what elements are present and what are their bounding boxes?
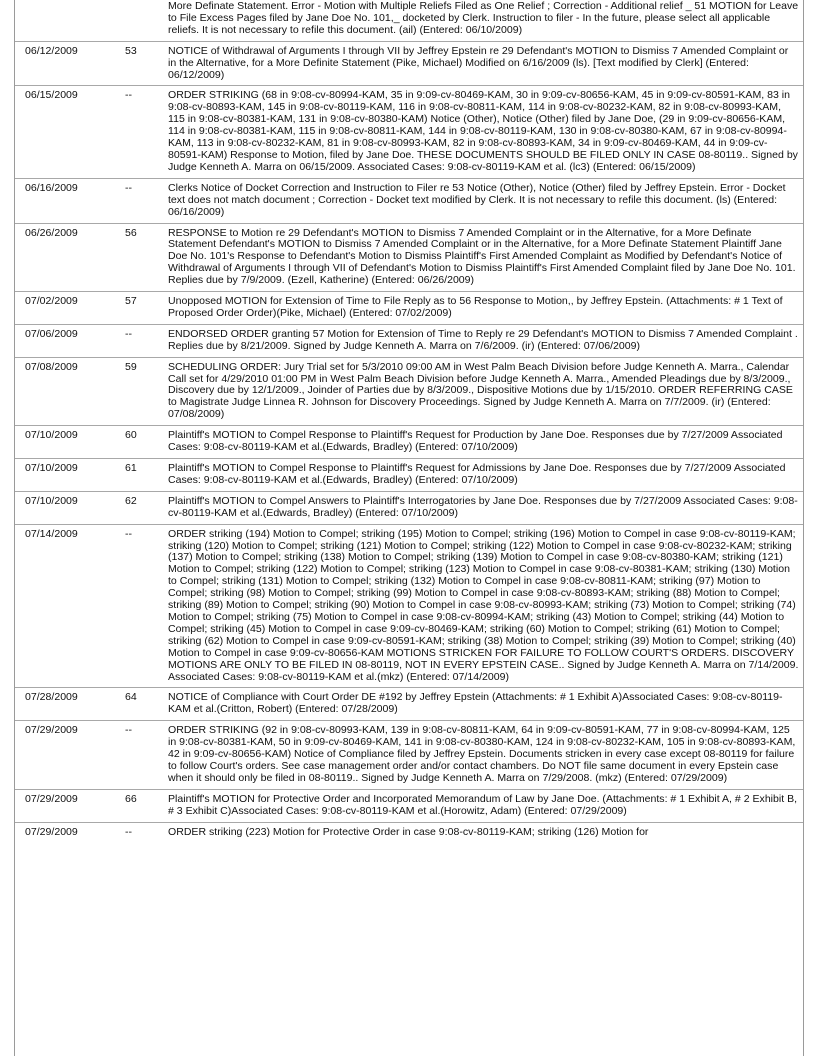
entry-date: 07/14/2009 <box>15 524 125 688</box>
entry-number: -- <box>125 524 168 688</box>
entry-number: 56 <box>125 223 168 292</box>
entry-date: 07/08/2009 <box>15 357 125 426</box>
docket-entry-row <box>15 721 803 790</box>
entry-number: 60 <box>125 426 168 459</box>
entry-number: 59 <box>125 357 168 426</box>
docket-entry-row <box>15 86 803 178</box>
docket-page <box>14 0 804 1056</box>
docket-entry-row <box>15 357 803 426</box>
entry-text: ORDER striking (223) Motion for Protective Order in case 9:08-cv-80119-KAM; striking (126) Motion for <box>168 825 649 838</box>
entry-date: 07/28/2009 <box>15 688 125 721</box>
entry-number: 61 <box>125 459 168 492</box>
entry-date: 07/29/2009 <box>25 825 78 838</box>
entry-text: Plaintiff's MOTION for Protective Order and Incorporated Memorandum of Law by Jane Doe. (Attachments: # 1 Exhibit A, # 2 Exhibit B, # 3 Exhibit C)Associated Cases: 9:08-cv-80119-KAM et al.(Horowitz, Adam) (Entered: 07/29/2009) <box>168 789 803 822</box>
entry-date: 06/26/2009 <box>15 223 125 292</box>
entry-text: ENDORSED ORDER granting 57 Motion for Extension of Time to Reply re 29 Defendant's MOTION to Dismiss 7 Amended Complaint . Replies due by 8/21/2009. Signed by Judge Kenneth A. Marra on 7/6/2009. (ir) (Entered: 07/06/2009) <box>168 324 803 357</box>
entry-text: Plaintiff's MOTION to Compel Answers to Plaintiff's Interrogatories by Jane Doe. Responses due by 7/27/2009 Associated Cases: 9:08-cv-80119-KAM et al.(Edwards, Bradley) (Entered: 07/10/2009) <box>168 491 803 524</box>
entry-number: 62 <box>125 491 168 524</box>
docket-entry-row <box>15 0 803 41</box>
entry-text: ORDER STRIKING (92 in 9:08-cv-80993-KAM, 139 in 9:08-cv-80811-KAM, 64 in 9:09-cv-80591-KAM, 77 in 9:08-cv-80994-KAM, 125 in 9:08-cv-80381-KAM, 50 in 9:09-cv-80469-KAM, 141 in 9:08-cv-80380-KAM, 124 in 9:08-cv-80232-KAM, 105 in 9:08-cv-80893-KAM, 42 in 9:09-cv-80656-KAM) Notice of Compliance filed by Jeffrey Epstein. Documents stricken in every case except 08-80119 for failure to follow Court's orders. See case management order and/or contact chambers. Do NOT file same document in every Epstein case when it should only be filed in 08-80119.. Signed by Judge Kenneth A. Marra on 7/29/2008. (mkz) (Entered: 07/29/2009) <box>168 721 803 790</box>
entry-text: SCHEDULING ORDER: Jury Trial set for 5/3/2010 09:00 AM in West Palm Beach Division before Judge Kenneth A. Marra., Calendar Call set for 4/29/2010 01:00 PM in West Palm Beach Division before Judge Kenneth A. Marra., Amended Pleadings due by 8/3/2009., Discovery due by 12/1/2009., Joinder of Parties due by 8/3/2009., Dispositive Motions due by 1/15/2010. ORDER REFERRING CASE to Magistrate Judge Linnea R. Johnson for Discovery Proceedings. Signed by Judge Kenneth A. Marra on 7/7/2009. (ir) (Entered: 07/08/2009) <box>168 357 803 426</box>
entry-text: ORDER striking (194) Motion to Compel; striking (195) Motion to Compel; striking (196) Motion to Compel in case 9:08-cv-80119-KAM; striking (120) Motion to Compel; striking (121) Motion to Compel; striking (122) Motion to Compel in case 9:08-cv-80232-KAM; striking (137) Motion to Compel; striking (138) Motion to Compel; striking (139) Motion to Compel in case 9:08-cv-80380-KAM; striking (121) Motion to Compel; striking (122) Motion to Compel; striking (123) Motion to Compel in case 9:08-cv-80381-KAM; striking (130) Motion to Compel; striking (131) Motion to Compel; striking (132) Motion to Compel in case 9:08-cv-80811-KAM; striking (97) Motion to Compel; striking (98) Motion to Compel; striking (99) Motion to Compel in case 9:08-cv-80893-KAM; striking (88) Motion to Compel; striking (89) Motion to Compel; striking (90) Motion to Compel in case 9:08-cv-80993-KAM; striking (73) Motion to Compel; striking (74) Motion to Compel; striking (75) Motion to Compel in case 9:08-cv-80994-KAM; striking (43) Motion to Compel; striking (44) Motion to Compel; striking (45) Motion to Compel in case 9:09-cv-80469-KAM; striking (60) Motion to Compel; striking (61) Motion to Compel; striking (62) Motion to Compel in case 9:09-cv-80591-KAM; striking (38) Motion to Compel; striking (39) Motion to Compel; striking (40) Motion to Compel in case 9:09-cv-80656-KAM MOTIONS STRICKEN FOR FAILURE TO FOLLOW COURT'S ORDERS. DISCOVERY MOTIONS ARE ONLY TO BE FILED IN 08-80119, NOT IN EVERY EPSTEIN CASE.. Signed by Judge Kenneth A. Marra on 7/14/2009. Associated Cases: 9:08-cv-80119-KAM et al.(mkz) (Entered: 07/14/2009) <box>168 524 803 688</box>
docket-entry-row <box>15 324 803 357</box>
docket-entry-row <box>15 178 803 223</box>
entry-date: 07/02/2009 <box>15 292 125 325</box>
entry-text: Unopposed MOTION for Extension of Time to File Reply as to 56 Response to Motion,, by Jeffrey Epstein. (Attachments: # 1 Text of Proposed Order Order)(Pike, Michael) (Entered: 07/02/2009) <box>168 292 803 325</box>
entry-number: -- <box>125 178 168 223</box>
entry-date: 06/15/2009 <box>15 86 125 178</box>
entry-text: Clerks Notice of Docket Correction and Instruction to Filer re 53 Notice (Other), Notice (Other) filed by Jeffrey Epstein. Error - Docket text does not match document ; Correction - Docket text modified by Clerk. It is not necessary to refile this document. (ls) (Entered: 06/16/2009) <box>168 178 803 223</box>
docket-entry-row <box>15 459 803 492</box>
entry-text: More Definate Statement. Error - Motion with Multiple Reliefs Filed as One Relief ; Correction - Additional relief _ 51 MOTION for Leave to File Excess Pages filed by Jane Doe No. 101,_ docketed by Clerk. Instruction to filer - In the future, please select all applicable reliefs. It is not necessary to refile this document. (ail) (Entered: 06/10/2009) <box>168 0 803 41</box>
entry-number: -- <box>125 721 168 790</box>
docket-entry-row <box>15 789 803 822</box>
entry-date: 07/29/2009 <box>15 721 125 790</box>
entry-text: ORDER STRIKING (68 in 9:08-cv-80994-KAM, 35 in 9:09-cv-80469-KAM, 30 in 9:09-cv-80656-KAM, 45 in 9:09-cv-80591-KAM, 83 in 9:08-cv-80893-KAM, 145 in 9:08-cv-80119-KAM, 116 in 9:08-cv-80811-KAM, 114 in 9:08-cv-80232-KAM, 82 in 9:08-cv-80993-KAM, 115 in 9:08-cv-80381-KAM, 131 in 9:08-cv-80380-KAM) Notice (Other), Notice (Other) filed by Jane Doe, (29 in 9:09-cv-80656-KAM, 114 in 9:08-cv-80381-KAM, 115 in 9:08-cv-80811-KAM, 144 in 9:08-cv-80119-KAM, 130 in 9:08-cv-80380-KAM, 67 in 9:08-cv-80994-KAM, 113 in 9:08-cv-80232-KAM, 81 in 9:08-cv-80993-KAM, 82 in 9:08-cv-80893-KAM, 34 in 9:09-cv-80469-KAM, 44 in 9:09-cv-80591-KAM) Response to Motion, filed by Jane Doe. THESE DOCUMENTS SHOULD BE FILED ONLY IN CASE 08-80119.. Signed by Judge Kenneth A. Marra on 06/15/2009. Associated Cases: 9:08-cv-80119-KAM et al. (lc3) (Entered: 06/15/2009) <box>168 86 803 178</box>
entry-date: 07/10/2009 <box>15 459 125 492</box>
docket-entry-row <box>15 292 803 325</box>
entry-date: 07/29/2009 <box>15 789 125 822</box>
entry-date: 06/12/2009 <box>15 41 125 86</box>
entry-date: 07/10/2009 <box>15 491 125 524</box>
entry-text: RESPONSE to Motion re 29 Defendant's MOTION to Dismiss 7 Amended Complaint or in the Alternative, for a More Definate Statement Defendant's MOTION to Dismiss 7 Amended Complaint or in the Alternative, for a More Definate Statement Plaintiff Jane Doe No. 101's Response to Defendant's Motion to Dismiss Plaintiff's First Amended Complaint as Modified by Defendant's Notice of Withdrawal of Arguments I through VII of Defendant's Motion to Dismiss Plaintiff's First Amended Complaint filed by Jane Doe No. 101. Replies due by 7/9/2009. (Ezell, Katherine) (Entered: 06/26/2009) <box>168 223 803 292</box>
docket-entry-row <box>15 41 803 86</box>
docket-entry-row <box>15 822 803 842</box>
entry-number: 64 <box>125 688 168 721</box>
docket-table <box>15 0 803 842</box>
entry-text: NOTICE of Compliance with Court Order DE #192 by Jeffrey Epstein (Attachments: # 1 Exhibit A)Associated Cases: 9:08-cv-80119-KAM et al.(Critton, Robert) (Entered: 07/28/2009) <box>168 688 803 721</box>
entry-text: NOTICE of Withdrawal of Arguments I through VII by Jeffrey Epstein re 29 Defendant's MOTION to Dismiss 7 Amended Complaint or in the Alternative, for a More Definite Statement (Pike, Michael) Modified on 6/16/2009 (ls). [Text modified by Clerk] (Entered: 06/12/2009) <box>168 41 803 86</box>
entry-number: -- <box>125 86 168 178</box>
entry-number: 66 <box>125 789 168 822</box>
entry-date: 07/10/2009 <box>15 426 125 459</box>
entry-number <box>125 0 168 41</box>
entry-date <box>15 0 125 41</box>
docket-entry-row <box>15 491 803 524</box>
entry-number: -- <box>125 825 133 838</box>
entry-date: 06/16/2009 <box>15 178 125 223</box>
entry-number: 57 <box>125 292 168 325</box>
docket-entry-row <box>15 223 803 292</box>
entry-date: 07/06/2009 <box>15 324 125 357</box>
entry-text: Plaintiff's MOTION to Compel Response to Plaintiff's Request for Admissions by Jane Doe. Responses due by 7/27/2009 Associated Cases: 9:08-cv-80119-KAM et al.(Edwards, Bradley) (Entered: 07/10/2009) <box>168 459 803 492</box>
entry-number: -- <box>125 324 168 357</box>
entry-number: 53 <box>125 41 168 86</box>
docket-entry-row <box>15 426 803 459</box>
docket-entry-row <box>15 688 803 721</box>
docket-body <box>15 0 803 842</box>
entry-text: Plaintiff's MOTION to Compel Response to Plaintiff's Request for Production by Jane Doe. Responses due by 7/27/2009 Associated Cases: 9:08-cv-80119-KAM et al.(Edwards, Bradley) (Entered: 07/10/2009) <box>168 426 803 459</box>
docket-entry-row <box>15 524 803 688</box>
